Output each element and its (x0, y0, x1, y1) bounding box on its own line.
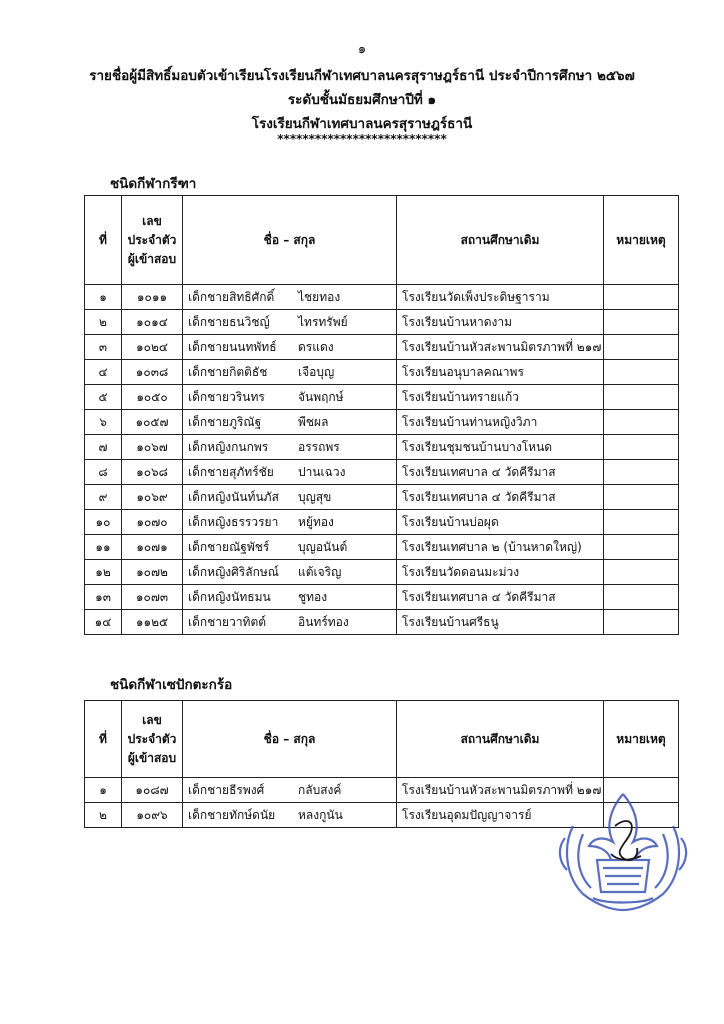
col-exam-id-line3: ผู้เข้าสอบ (127, 750, 177, 765)
first-name: เด็กชายธีรพงศ์ (188, 782, 265, 797)
remarks (604, 310, 679, 335)
exam-id: ๑๐๗๒ (122, 560, 183, 585)
table-row (85, 410, 679, 435)
row-number: ๑๒ (85, 560, 122, 585)
remarks (604, 560, 679, 585)
table-row (85, 360, 679, 385)
document-title: รายชื่อผู้มีสิทธิ์มอบตัวเข้าเรียนโรงเรียนกีฬาเทศบาลนครสุราษฎร์ธานี ประจำปีการศึกษา ๒๕๖๗ (89, 68, 635, 84)
previous-school: โรงเรียนบ้านบ่อผุด (397, 510, 604, 535)
header-divider: *************************** (277, 132, 447, 146)
row-number: ๙ (85, 485, 122, 510)
student-name (183, 385, 397, 410)
last-name: ชูทอง (298, 589, 328, 604)
exam-id: ๑๑๒๕ (122, 610, 183, 635)
exam-id: ๑๐๓๘ (122, 360, 183, 385)
last-name: จันพฤกษ์ (298, 389, 344, 404)
student-name (183, 435, 397, 460)
exam-id: ๑๐๕๐ (122, 385, 183, 410)
row-number: ๕ (85, 385, 122, 410)
remarks (604, 585, 679, 610)
exam-id: ๑๐๖๙ (122, 485, 183, 510)
last-name: แต้เจริญ (298, 564, 342, 579)
athletics-table (84, 195, 679, 635)
previous-school: โรงเรียนเทศบาล ๔ วัดคีรีมาส (397, 485, 604, 510)
previous-school: โรงเรียนบ้านท่านหญิงวิภา (397, 410, 604, 435)
table-header-row (85, 196, 679, 285)
first-name: เด็กชายสุภัทร์ชัย (188, 464, 274, 479)
row-number: ๑๓ (85, 585, 122, 610)
grade-level: ระดับชั้นมัธยมศึกษาปีที่ ๑ (287, 92, 437, 108)
remarks (604, 460, 679, 485)
remarks (604, 510, 679, 535)
section-title-athletics: ชนิดกีฬากรีฑา (110, 176, 197, 192)
col-exam-id-line2: ประจำตัว (127, 731, 177, 746)
student-name (183, 360, 397, 385)
table-row (85, 485, 679, 510)
row-number: ๒ (85, 310, 122, 335)
previous-school: โรงเรียนเทศบาล ๔ วัดคีรีมาส (397, 585, 604, 610)
remarks (604, 435, 679, 460)
col-no: ที่ (85, 196, 122, 285)
col-school: สถานศึกษาเดิม (397, 196, 604, 285)
student-name (183, 803, 397, 828)
first-name: เด็กชายสิทธิศักดิ์ (188, 289, 275, 304)
previous-school: โรงเรียนบ้านหาดงาม (397, 310, 604, 335)
remarks (604, 485, 679, 510)
exam-id: ๑๐๑๔ (122, 310, 183, 335)
previous-school: โรงเรียนเทศบาล ๒ (บ้านหาดใหญ่) (397, 535, 604, 560)
col-note: หมายเหตุ (604, 196, 679, 285)
first-name: เด็กชายวาทิตต์ (188, 614, 267, 629)
row-number: ๑๐ (85, 510, 122, 535)
previous-school: โรงเรียนอนุบาลคณาพร (397, 360, 604, 385)
table-row (85, 510, 679, 535)
row-number: ๑ (85, 778, 122, 803)
remarks (604, 335, 679, 360)
table-row (85, 335, 679, 360)
first-name: เด็กหญิงนัทธมน (188, 589, 271, 604)
exam-id: ๑๐๖๘ (122, 460, 183, 485)
exam-id: ๑๐๗๐ (122, 510, 183, 535)
student-name (183, 335, 397, 360)
last-name: กลับสงค์ (298, 782, 342, 797)
last-name: หลงกูนัน (298, 807, 343, 822)
student-name (183, 778, 397, 803)
student-name (183, 535, 397, 560)
col-exam-id-line1: เลข (142, 213, 162, 228)
exam-id: ๑๐๕๗ (122, 410, 183, 435)
remarks (604, 285, 679, 310)
last-name: ปานเฉวง (298, 464, 346, 479)
first-name: เด็กชายทักษ์ดนัย (188, 807, 276, 822)
previous-school: โรงเรียนอุดมปัญญาจารย์ (397, 803, 604, 828)
first-name: เด็กชายวรินทร (188, 389, 265, 404)
exam-id: ๑๐๗๑ (122, 535, 183, 560)
remarks (604, 410, 679, 435)
student-name (183, 310, 397, 335)
exam-id: ๑๐๑๑ (122, 285, 183, 310)
student-name (183, 485, 397, 510)
last-name: ไชยทอง (298, 289, 341, 304)
col-exam-id-line1: เลข (142, 712, 162, 727)
row-number: ๘ (85, 460, 122, 485)
page-number: ๑ (357, 42, 367, 57)
previous-school: โรงเรียนเทศบาล ๔ วัดคีรีมาส (397, 460, 604, 485)
table-row (85, 385, 679, 410)
student-name (183, 460, 397, 485)
last-name: ไทรทรัพย์ (298, 314, 348, 329)
student-name (183, 410, 397, 435)
last-name: เจือบุญ (298, 364, 335, 379)
exam-id: ๑๐๗๓ (122, 585, 183, 610)
last-name: บุญอนันต์ (298, 539, 348, 554)
col-exam-id-line3: ผู้เข้าสอบ (127, 251, 177, 266)
previous-school: โรงเรียนวัดเพ็งประดิษฐาราม (397, 285, 604, 310)
col-exam-id (122, 701, 183, 778)
col-name: ชื่อ – สกุล (183, 701, 397, 778)
row-number: ๗ (85, 435, 122, 460)
table-row (85, 285, 679, 310)
exam-id: ๑๐๘๗ (122, 778, 183, 803)
previous-school: โรงเรียนวัดดอนมะม่วง (397, 560, 604, 585)
col-exam-id-line2: ประจำตัว (127, 232, 177, 247)
first-name: เด็กหญิงศิริลักษณ์ (188, 564, 279, 579)
last-name: พืชผล (298, 414, 329, 429)
first-name: เด็กชายภูริณัฐ (188, 414, 262, 429)
table-row (85, 610, 679, 635)
table-row (85, 535, 679, 560)
remarks (604, 360, 679, 385)
remarks (604, 535, 679, 560)
first-name: เด็กชายกิตติธัช (188, 364, 268, 379)
last-name: อินทร์ทอง (298, 614, 349, 629)
remarks (604, 385, 679, 410)
table-row (85, 310, 679, 335)
previous-school: โรงเรียนชุมชนบ้านบางโหนด (397, 435, 604, 460)
table-row (85, 435, 679, 460)
first-name: เด็กหญิงธรรวรยา (188, 514, 279, 529)
last-name: หยู้ทอง (298, 514, 334, 529)
last-name: ดรแดง (298, 339, 334, 354)
previous-school: โรงเรียนบ้านศรีธนู (397, 610, 604, 635)
previous-school: โรงเรียนบ้านหัวสะพานมิตรภาพที่ ๒๑๗ (397, 335, 604, 360)
student-name (183, 560, 397, 585)
first-name: เด็กหญิงกนกพร (188, 439, 269, 454)
student-name (183, 510, 397, 535)
previous-school: โรงเรียนบ้านหัวสะพานมิตรภาพที่ ๒๑๗ (397, 778, 604, 803)
table-row (85, 460, 679, 485)
row-number: ๑๔ (85, 610, 122, 635)
table-header-row (85, 701, 679, 778)
student-name (183, 285, 397, 310)
col-note: หมายเหตุ (604, 701, 679, 778)
col-name: ชื่อ – สกุล (183, 196, 397, 285)
col-exam-id (122, 196, 183, 285)
first-name: เด็กหญิงนันท์นภัส (188, 489, 279, 504)
last-name: บุญสุข (298, 489, 332, 504)
student-name (183, 585, 397, 610)
school-name: โรงเรียนกีฬาเทศบาลนครสุราษฎร์ธานี (251, 116, 473, 132)
row-number: ๒ (85, 803, 122, 828)
previous-school: โรงเรียนบ้านทรายแก้ว (397, 385, 604, 410)
table-row (85, 560, 679, 585)
col-school: สถานศึกษาเดิม (397, 701, 604, 778)
section-title-sepak-takraw: ชนิดกีฬาเซปักตะกร้อ (110, 677, 233, 693)
first-name: เด็กชายณัฐพัชร์ (188, 539, 270, 554)
row-number: ๖ (85, 410, 122, 435)
row-number: ๑๑ (85, 535, 122, 560)
row-number: ๔ (85, 360, 122, 385)
first-name: เด็กชายธนวิชญ์ (188, 314, 270, 329)
student-name (183, 610, 397, 635)
remarks (604, 610, 679, 635)
school-seal-icon (553, 786, 693, 916)
exam-id: ๑๐๙๖ (122, 803, 183, 828)
col-no: ที่ (85, 701, 122, 778)
last-name: อรรถพร (298, 439, 340, 454)
table-row (85, 585, 679, 610)
first-name: เด็กชายนนทพัทธ์ (188, 339, 277, 354)
exam-id: ๑๐๖๗ (122, 435, 183, 460)
row-number: ๓ (85, 335, 122, 360)
row-number: ๑ (85, 285, 122, 310)
exam-id: ๑๐๒๔ (122, 335, 183, 360)
